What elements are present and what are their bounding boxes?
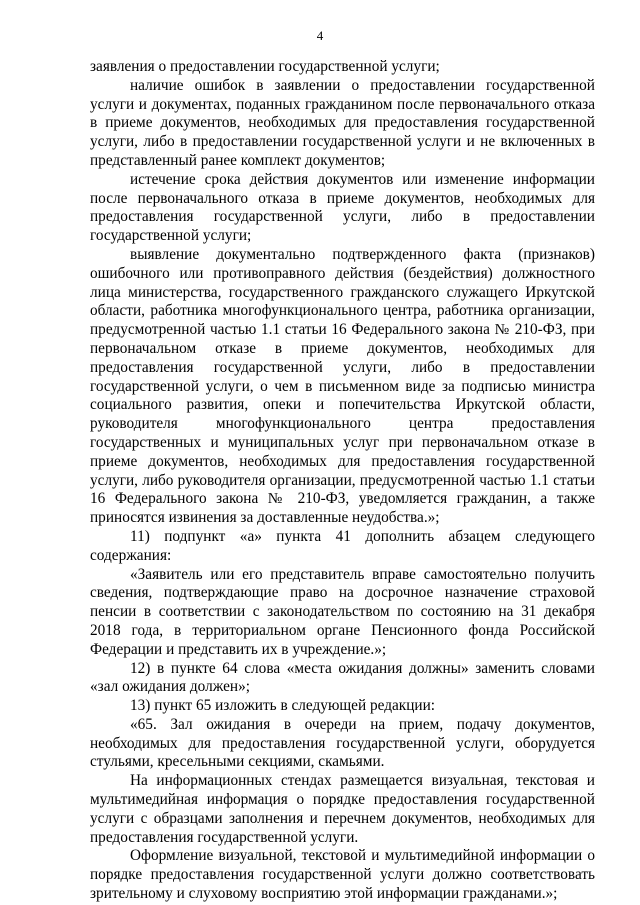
paragraph-3: истечение срока действия документов или изменение информации после первоначального отказа в приеме документов, необходимых для предоставления государственной услуги, либо в предоставлении государственной услуги;: [90, 170, 595, 245]
page-number: 4: [316, 28, 324, 43]
paragraph-11: Оформление визуальной, текстовой и мультимедийной информации о порядке предоставления государственной услуги должно соответствовать зрительному и слуховому восприятию этой информации гражданами.»;: [90, 847, 595, 903]
paragraph-2: наличие ошибок в заявлении о предоставлении государственной услуги и документах, поданных гражданином после первоначального отказа в приеме документов, необходимых для предоставления государственной услуги, либо в предоставлении государственной услуги и не включенных в представленный ранее комплект документов;: [90, 76, 595, 169]
paragraph-10: На информационных стендах размещается визуальная, текстовая и мультимедийная информация о порядке предоставления государственной услуги с образцами заполнения и перечнем документов, необходимых для предоставления государственной услуги.: [90, 772, 595, 846]
paragraph-4: выявление документально подтвержденного факта (признаков) ошибочного или противоправного действия (бездействия) должностного лица министерства, государственного гражданского служащего Иркутской области, работника многофункционального центра, работника организации, предусмотренной частью 1.1 статьи 16 Федерального закона № 210-ФЗ, при первоначальном отказе в приеме документов, необходимых для предоставления государственной услуги, либо в предоставлении государственной услуги, о чем в письменном виде за подписью министра социального развития, опеки и попечительства Иркутской области, руководителя многофункционального центра предоставления государственных и муниципальных услуг при первоначальном отказе в приеме документов, необходимых для предоставления государственной услуги, либо руководителя организации, предусмотренной частью 1.1 статьи 16 Федерального закона № 210-ФЗ, уведомляется гражданин, а также приносятся извинения за доставленные неудобства.»;: [90, 245, 595, 527]
paragraph-5: 11) подпункт «а» пункта 41 дополнить абзацем следующего содержания:: [90, 527, 595, 564]
paragraph-9: «65. Зал ожидания в очереди на прием, подачу документов, необходимых для предоставления государственной услуги, оборудуется стульями, кресельными секциями, скамьями.: [90, 715, 595, 771]
paragraph-7: 12) в пункте 64 слова «места ожидания должны» заменить словами «зал ожидания должен»;: [90, 659, 595, 696]
paragraph-6: «Заявитель или его представитель вправе самостоятельно получить сведения, подтверждающие право на досрочное назначение страховой пенсии в соответствии с законодательством по состоянию на 31 декабря 2018 года, в территориальном органе Пенсионного фонда Российской Федерации и представить их в учреждение.»;: [90, 565, 595, 658]
paragraph-8: 13) пункт 65 изложить в следующей редакции:: [130, 697, 436, 715]
paragraph-1: заявления о предоставлении государственной услуги;: [90, 58, 440, 75]
document-body: [90, 58, 595, 904]
